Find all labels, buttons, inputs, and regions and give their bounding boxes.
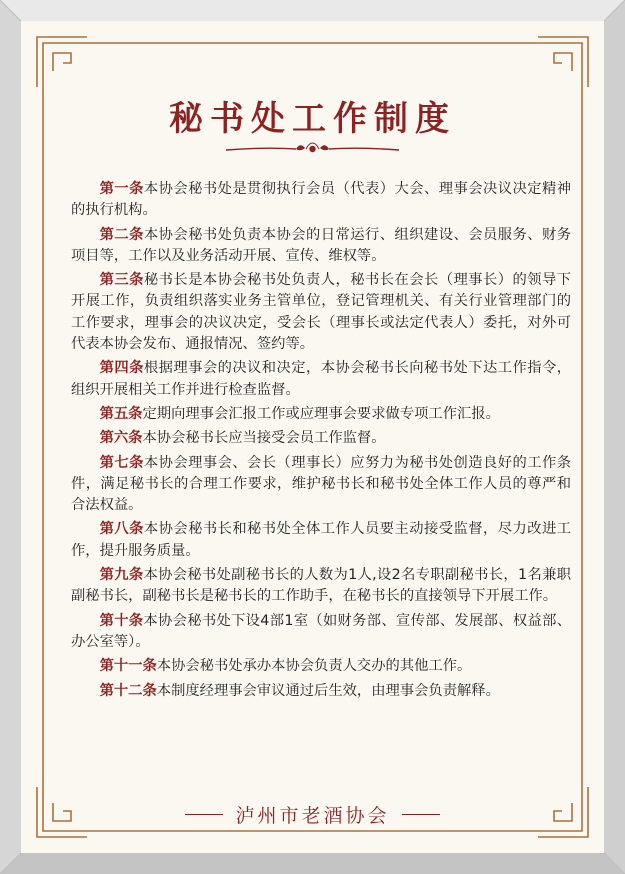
title-ornament bbox=[226, 141, 399, 157]
article-text: 秘书长是本协会秘书处负责人，秘书长在会长（理事长）的领导下开展工作，负责组织落实业务主管单位，登记管理机关、有关行业管理部门的工作要求，理事会的决议决定，受会长（理事长或法定代表人）委托，对外可代表本协会发布、通报情况、签约等。 bbox=[71, 272, 572, 353]
article-text: 本制度经理事会审议通过后生效，由理事会负责解释。 bbox=[156, 682, 500, 699]
article-5 bbox=[71, 404, 571, 425]
article-4 bbox=[71, 358, 571, 401]
article-8 bbox=[71, 519, 571, 562]
organization-name: 泸州市老酒协会 bbox=[235, 805, 390, 827]
article-label: 第一条 bbox=[99, 181, 144, 197]
article-2 bbox=[71, 225, 571, 268]
article-text: 定期向理事会汇报工作或应理事会要求做专项工作汇报。 bbox=[142, 405, 500, 422]
notice-board bbox=[21, 21, 604, 853]
article-10 bbox=[71, 611, 571, 654]
article-1 bbox=[71, 179, 571, 222]
article-label: 第九条 bbox=[99, 567, 144, 584]
article-label: 第八条 bbox=[99, 521, 144, 538]
footer-signature bbox=[21, 801, 604, 828]
article-9 bbox=[71, 565, 571, 608]
article-label: 第六条 bbox=[99, 430, 143, 447]
footer-left-rule bbox=[185, 814, 223, 815]
article-text: 本协会秘书处下设4部1室（如财务部、宣传部、发展部、权益部、办公室等）。 bbox=[71, 612, 571, 650]
article-text: 根据理事会的决议和决定，本协会秘书长向秘书处下达工作指令，组织开展相关工作并进行检查监督。 bbox=[71, 360, 572, 398]
article-label: 第五条 bbox=[99, 405, 143, 422]
article-text: 本协会秘书处是贯彻执行会员（代表）大会、理事会决议决定精神的执行机构。 bbox=[71, 181, 572, 219]
article-label: 第二条 bbox=[99, 226, 144, 243]
article-label: 第七条 bbox=[99, 454, 144, 471]
page-title: 秘书处工作制度 bbox=[169, 99, 456, 139]
article-label: 第十条 bbox=[99, 612, 144, 629]
article-text: 本协会秘书处副秘书长的人数为1人,设2名专职副秘书长，1名兼职副秘书长，副秘书长是秘书长的工作助手，在秘书长的直接领导下开展工作。 bbox=[71, 567, 571, 605]
article-11 bbox=[71, 656, 571, 677]
article-7 bbox=[71, 453, 571, 517]
article-6 bbox=[71, 428, 571, 449]
regulations-body bbox=[71, 179, 571, 705]
article-12 bbox=[71, 681, 571, 702]
footer-right-rule bbox=[402, 814, 440, 815]
article-text: 本协会秘书处负责本协会的日常运行、组织建设、会员服务、财务项目等，工作以及业务活动开展、宣传、维权等。 bbox=[71, 226, 572, 264]
article-label: 第十一条 bbox=[99, 658, 157, 675]
article-label: 第十二条 bbox=[99, 682, 157, 699]
article-label: 第四条 bbox=[99, 360, 144, 377]
article-text: 本协会秘书处承办本协会负责人交办的其他工作。 bbox=[156, 658, 472, 675]
article-text: 本协会秘书长和秘书处全体工作人员要主动接受监督，尽力改进工作，提升服务质量。 bbox=[71, 521, 572, 559]
article-3 bbox=[71, 270, 571, 355]
article-label: 第三条 bbox=[99, 272, 144, 289]
article-text: 本协会理事会、会长（理事长）应努力为秘书处创造良好的工作条件，满足秘书长的合理工作要求，维护秘书长和秘书处全体工作人员的尊严和合法权益。 bbox=[71, 454, 572, 514]
article-text: 本协会秘书长应当接受会员工作监督。 bbox=[142, 430, 386, 447]
